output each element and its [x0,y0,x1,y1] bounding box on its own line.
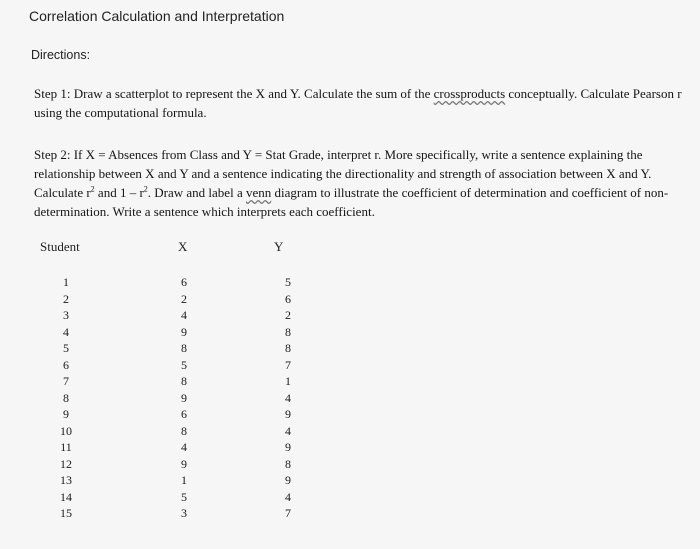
step2-part4: diagram to illustrate the coefficient of determination and coefficient of non-determination. Write a sentence which interprets each coefficient. [34,185,669,219]
step2-sup1: 2 [90,184,95,194]
y-value-cell: 8 [285,341,291,355]
x-value-cell: 6 [181,275,187,289]
y-column [278,274,298,522]
student-cell: 1 [63,275,69,289]
y-value-cell: 9 [285,407,291,421]
venn-word: venn [245,185,272,200]
step2-sup2: 2 [143,184,148,194]
x-value-cell: 2 [181,291,187,306]
x-value-cell: 8 [181,341,187,355]
student-cell: 2 [63,291,69,306]
x-column [174,274,194,522]
student-cell: 14 [60,489,72,504]
student-cell: 8 [63,390,69,405]
x-value-cell: 5 [181,357,187,372]
student-cell: 6 [63,357,69,372]
x-column-header: X [178,239,188,254]
x-value-cell: 9 [181,390,187,405]
directions-label: Directions: [31,48,91,62]
y-value-cell: 9 [285,440,291,454]
step1-prefix: Step 1: Draw a scatterplot to represent the X and Y. Calculate the sum of the [34,86,434,101]
y-value-cell: 5 [285,275,291,289]
x-value-cell: 9 [181,324,187,339]
student-cell: 15 [60,506,72,520]
step2-paragraph [34,145,684,221]
x-value-cell: 6 [181,407,187,421]
student-cell: 7 [63,374,69,388]
x-value-cell: 5 [181,489,187,504]
x-value-cell: 4 [181,308,187,322]
student-cell: 11 [60,440,72,454]
page-title: Correlation Calculation and Interpretation [29,8,285,24]
student-column-header: Student [40,239,80,254]
y-value-cell: 8 [285,324,291,339]
step2-part2: and 1 – r [94,185,144,200]
y-value-cell: 7 [285,506,291,520]
student-cell: 12 [60,456,72,471]
student-column [56,274,76,522]
y-value-cell: 4 [285,423,291,438]
x-value-cell: 8 [181,374,187,388]
y-value-cell: 4 [285,489,291,504]
y-value-cell: 7 [285,357,291,372]
student-cell: 9 [63,407,69,421]
step1-suffix: conceptually. Calculate Pearson r using the computational formula. [34,86,682,120]
x-value-cell: 8 [181,423,187,438]
x-value-cell: 1 [181,473,187,487]
x-value-cell: 3 [181,506,187,520]
y-value-cell: 4 [285,390,291,405]
student-cell: 3 [63,308,69,322]
crossproducts-word: crossproducts [433,86,506,101]
step1-paragraph [34,84,684,122]
y-value-cell: 6 [285,291,291,306]
student-cell: 10 [60,423,72,438]
y-value-cell: 9 [285,473,291,487]
student-cell: 5 [63,341,69,355]
y-value-cell: 8 [285,456,291,471]
student-cell: 4 [63,324,69,339]
step2-part1: Step 2: If X = Absences from Class and Y = Stat Grade, interpret r. More specifically, write a sentence explaining the relationship between X and Y and a sentence indicating the directionality and strength of association between X and Y. Calculate r [34,147,652,200]
x-value-cell: 4 [181,440,187,454]
y-value-cell: 2 [285,308,291,322]
student-cell: 13 [60,473,72,487]
y-column-header: Y [274,239,284,254]
y-value-cell: 1 [285,374,291,388]
step2-part3: . Draw and label a [147,185,246,200]
x-value-cell: 9 [181,456,187,471]
